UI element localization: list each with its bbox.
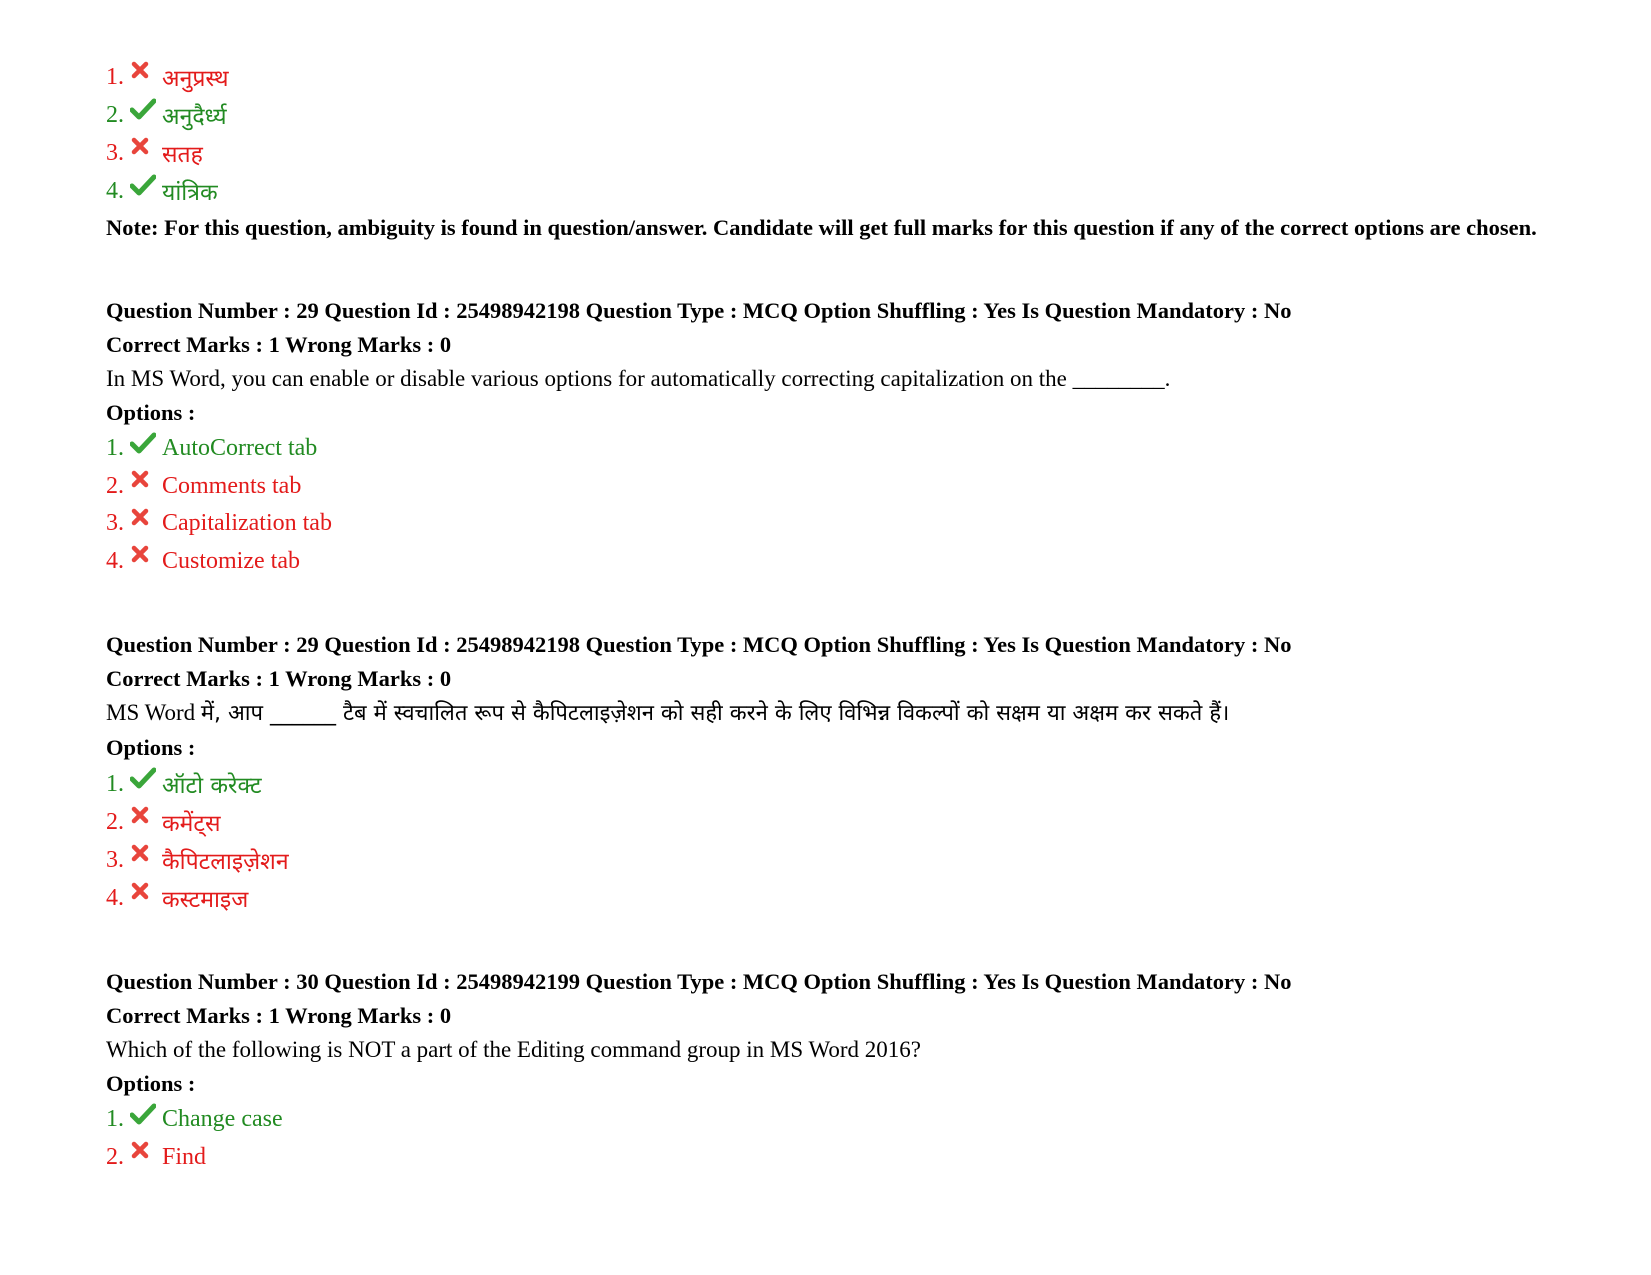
cross-icon (130, 507, 156, 529)
check-icon (130, 432, 156, 454)
options-list (106, 58, 1546, 210)
options-list (106, 430, 1546, 580)
cross-icon (130, 843, 156, 865)
option-item (106, 841, 1546, 879)
option-text: ऑटो करेक्ट (162, 773, 262, 799)
option-item (106, 58, 1546, 96)
question-block (106, 628, 1546, 917)
cross-icon (130, 469, 156, 491)
option-item (106, 1139, 1546, 1177)
option-item (106, 96, 1546, 134)
option-number: 1. (106, 435, 124, 462)
option-number: 4. (106, 884, 124, 911)
cross-icon (130, 60, 156, 82)
question-marks: Correct Marks : 1 Wrong Marks : 0 (106, 332, 452, 357)
question-meta: Question Number : 29 Question Id : 25498942198 Question Type : MCQ Option Shuffling : Yes Is Question Mandatory : No (106, 298, 1292, 323)
option-item (106, 505, 1546, 543)
option-item (106, 879, 1546, 917)
question-text (106, 696, 1546, 731)
option-text: Comments tab (162, 472, 302, 499)
option-text: AutoCorrect tab (162, 435, 318, 462)
option-number: 3. (106, 846, 124, 873)
ambiguity-note: Note: For this question, ambiguity is found in question/answer. Candidate will get full marks for this question if any of the correct options are chosen. (106, 215, 1537, 240)
question-marks: Correct Marks : 1 Wrong Marks : 0 (106, 666, 452, 691)
question-text-en: MS Word (106, 700, 201, 725)
option-text: Capitalization tab (162, 510, 332, 537)
option-text: अनुप्रस्थ (162, 66, 229, 92)
option-text: कैपिटलाइज़ेशन (162, 849, 289, 875)
check-icon (130, 1103, 156, 1125)
option-item (106, 803, 1546, 841)
cross-icon (130, 1140, 156, 1162)
check-icon (130, 174, 156, 196)
option-number: 2. (106, 472, 124, 499)
option-number: 2. (106, 101, 124, 128)
cross-icon (130, 136, 156, 158)
options-label: Options : (106, 1071, 196, 1096)
cross-icon (130, 881, 156, 903)
question-text-hi: में, आप ______ टैब में स्वचालित रूप से कैपिटलाइज़ेशन को सही करने के लिए विभिन्न विकल्पों को सक्षम या अक्षम कर सकते हैं। (200, 701, 1230, 726)
check-icon (130, 98, 156, 120)
option-text: Find (162, 1143, 207, 1170)
option-number: 4. (106, 177, 124, 204)
options-list (106, 1101, 1546, 1176)
question-block (106, 965, 1546, 1176)
option-text: Change case (162, 1106, 283, 1133)
option-item (106, 1101, 1546, 1139)
options-label: Options : (106, 400, 196, 425)
question-text: In MS Word, you can enable or disable various options for automatically correcting capitalization on the ________. (106, 366, 1171, 391)
option-number: 2. (106, 1143, 124, 1170)
option-text: कमेंट्स (162, 811, 221, 837)
option-number: 4. (106, 547, 124, 574)
option-item (106, 543, 1546, 581)
check-icon (130, 767, 156, 789)
option-text: Customize tab (162, 547, 300, 574)
options-list (106, 765, 1546, 917)
option-item (106, 765, 1546, 803)
question-block (106, 294, 1546, 580)
option-number: 2. (106, 808, 124, 835)
question-paper (106, 58, 1546, 1176)
option-number: 1. (106, 1106, 124, 1133)
options-label: Options : (106, 735, 196, 760)
question-marks: Correct Marks : 1 Wrong Marks : 0 (106, 1003, 452, 1028)
option-item (106, 134, 1546, 172)
option-text: यांत्रिक (162, 180, 218, 206)
cross-icon (130, 805, 156, 827)
option-text: सतह (162, 142, 203, 168)
question-text: Which of the following is NOT a part of the Editing command group in MS Word 2016? (106, 1037, 921, 1062)
question-meta: Question Number : 29 Question Id : 25498942198 Question Type : MCQ Option Shuffling : Yes Is Question Mandatory : No (106, 632, 1292, 657)
option-item (106, 172, 1546, 210)
question-meta: Question Number : 30 Question Id : 25498942199 Question Type : MCQ Option Shuffling : Yes Is Question Mandatory : No (106, 969, 1292, 994)
option-number: 3. (106, 139, 124, 166)
option-number: 1. (106, 63, 124, 90)
option-item (106, 468, 1546, 506)
option-text: अनुदैर्ध्य (162, 104, 227, 130)
cross-icon (130, 544, 156, 566)
option-text: कस्टमाइज (162, 887, 249, 913)
option-number: 3. (106, 510, 124, 537)
option-item (106, 430, 1546, 468)
option-number: 1. (106, 770, 124, 797)
